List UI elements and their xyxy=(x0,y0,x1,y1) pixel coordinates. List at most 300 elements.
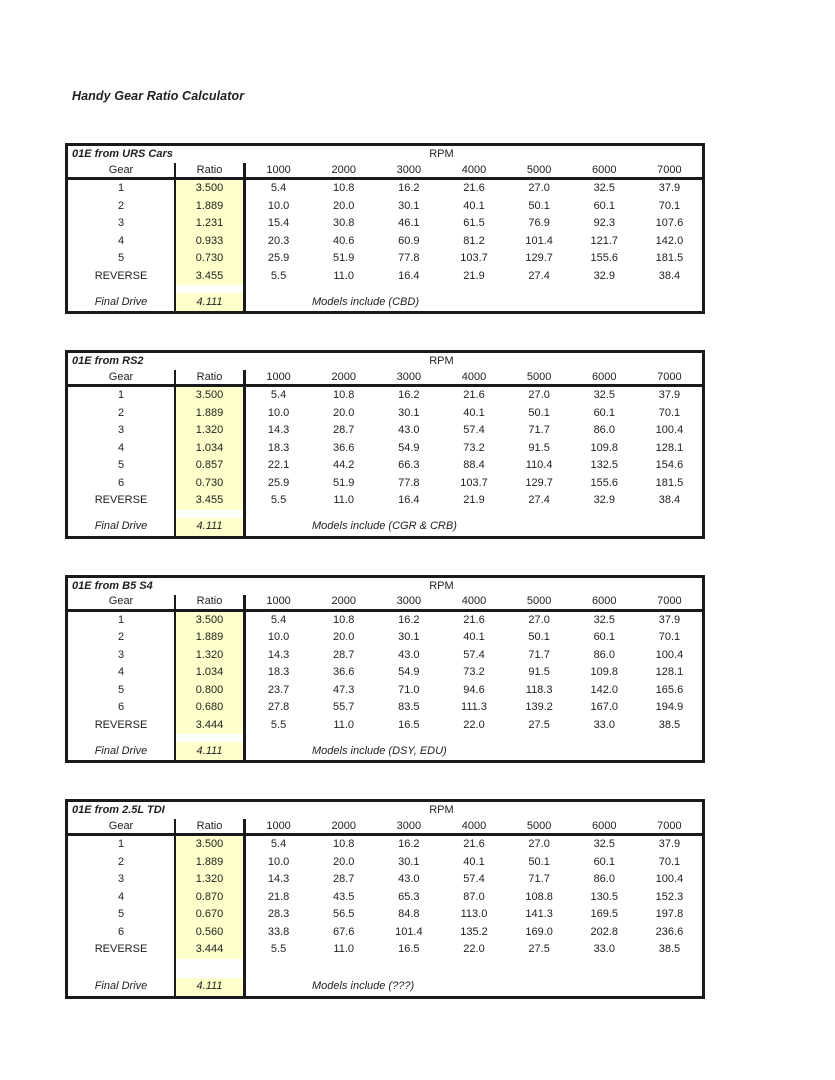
speed-cell: 32.5 xyxy=(593,838,615,851)
gear-cell: 1 xyxy=(68,387,176,405)
final-drive-row xyxy=(68,978,702,996)
speed-cell: 86.0 xyxy=(593,648,615,661)
column-header-rpm: 7000 xyxy=(657,595,682,607)
table-row xyxy=(68,699,702,717)
gear-cell: 3 xyxy=(68,215,176,233)
speed-cell: 103.7 xyxy=(460,252,488,265)
gear-cell: 1 xyxy=(68,180,176,198)
spacer-cell xyxy=(68,285,176,293)
speed-cell: 20.0 xyxy=(333,199,355,212)
speed-cell: 128.1 xyxy=(655,666,684,679)
table-name: 01E from URS Cars xyxy=(72,148,173,160)
speed-cell: 73.2 xyxy=(463,666,485,679)
table-row xyxy=(68,250,702,268)
gear-cell: 3 xyxy=(68,871,176,889)
speed-cell: 118.3 xyxy=(525,683,553,696)
speed-cell: 25.9 xyxy=(267,476,290,489)
ratio-cell: 1.320 xyxy=(176,422,246,440)
speed-cell: 20.0 xyxy=(333,855,355,868)
column-header-rpm: 1000 xyxy=(266,595,291,607)
column-header-gear: Gear xyxy=(68,163,176,177)
table-row xyxy=(68,647,702,665)
table-row xyxy=(68,457,702,475)
final-drive-label: Final Drive xyxy=(68,742,176,760)
column-header-rpm: 7000 xyxy=(657,163,682,176)
speed-cell: 70.1 xyxy=(658,406,681,419)
speed-cell: 5.4 xyxy=(270,838,287,851)
table-row xyxy=(68,198,702,216)
gear-cell: 1 xyxy=(68,836,176,854)
speed-cell: 121.7 xyxy=(590,234,619,247)
table-row xyxy=(68,906,702,924)
speed-cell: 130.5 xyxy=(590,890,619,903)
speed-cell: 169.5 xyxy=(590,908,619,921)
ratio-cell: 1.231 xyxy=(176,215,246,233)
speed-cell: 60.1 xyxy=(593,631,615,644)
spacer-row xyxy=(68,285,702,293)
speed-cell: 94.6 xyxy=(463,683,485,696)
speed-cell: 142.0 xyxy=(590,683,619,696)
speed-cell: 60.1 xyxy=(593,406,615,419)
speed-cell: 21.6 xyxy=(463,613,485,626)
ratio-cell: 3.444 xyxy=(176,941,246,959)
speed-cell: 77.8 xyxy=(398,252,420,265)
table-row xyxy=(68,941,702,959)
speed-cell: 14.3 xyxy=(267,424,290,437)
speed-cell: 197.8 xyxy=(655,908,684,921)
column-header-rpm: 2000 xyxy=(331,819,356,832)
gear-cell: 3 xyxy=(68,647,176,665)
column-header-ratio: Ratio xyxy=(176,370,246,384)
speed-cell: 88.4 xyxy=(463,459,485,472)
gear-cell: 6 xyxy=(68,699,176,717)
speed-cell: 27.4 xyxy=(528,494,550,507)
speed-cell: 30.1 xyxy=(398,631,420,644)
speed-cell: 92.3 xyxy=(593,217,615,230)
speed-cell: 40.1 xyxy=(463,406,485,419)
speed-cell: 5.5 xyxy=(270,494,287,507)
speed-cell: 50.1 xyxy=(528,631,550,644)
speed-cell: 129.7 xyxy=(525,252,553,265)
final-drive-label: Final Drive xyxy=(68,293,176,311)
speed-cell: 46.1 xyxy=(398,217,420,230)
speed-cell: 16.5 xyxy=(398,943,420,956)
models-note: Models include (CGR & CRB) xyxy=(312,520,457,532)
table-row xyxy=(68,717,702,735)
speed-cell: 71.0 xyxy=(398,683,420,696)
speed-cell: 181.5 xyxy=(655,476,684,489)
speed-cell: 16.2 xyxy=(398,613,420,626)
speed-cell: 167.0 xyxy=(590,701,619,714)
speed-cell: 27.5 xyxy=(528,943,550,956)
speed-cell: 38.5 xyxy=(658,943,681,956)
final-drive-row xyxy=(68,293,702,311)
speed-cell: 113.0 xyxy=(460,908,488,921)
column-header-rpm: 6000 xyxy=(592,370,617,383)
speed-cell: 86.0 xyxy=(593,424,615,437)
speed-cell: 91.5 xyxy=(528,666,550,679)
final-drive-row xyxy=(68,518,702,536)
ratio-cell: 1.889 xyxy=(176,198,246,216)
speed-cell: 33.8 xyxy=(267,925,290,938)
speed-cell: 47.3 xyxy=(333,683,355,696)
speed-cell: 43.0 xyxy=(398,424,420,437)
speed-cell: 10.0 xyxy=(267,406,290,419)
gear-ratio-table xyxy=(65,799,705,999)
speed-cell: 11.0 xyxy=(333,269,354,282)
gear-cell: 2 xyxy=(68,198,176,216)
models-note: Models include (DSY, EDU) xyxy=(312,744,447,757)
speed-cell: 5.4 xyxy=(270,613,287,626)
gear-cell: 6 xyxy=(68,924,176,942)
gear-cell: REVERSE xyxy=(68,941,176,959)
speed-cell: 5.5 xyxy=(270,269,287,282)
speed-cell: 109.8 xyxy=(590,441,619,454)
final-drive-value: 4.111 xyxy=(176,293,246,311)
table-row xyxy=(68,854,702,872)
speed-cell: 70.1 xyxy=(658,199,681,212)
speed-cell: 71.7 xyxy=(528,648,550,661)
table-row xyxy=(68,475,702,493)
gear-cell: 4 xyxy=(68,440,176,458)
speed-cell: 30.1 xyxy=(398,855,420,868)
speed-cell: 83.5 xyxy=(398,701,420,714)
column-header-rpm: 5000 xyxy=(526,370,552,383)
speed-cell: 32.5 xyxy=(593,613,615,626)
final-drive-label: Final Drive xyxy=(68,978,176,996)
speed-cell: 22.1 xyxy=(267,459,290,472)
speed-cell: 16.4 xyxy=(398,494,420,507)
speed-cell: 27.5 xyxy=(528,718,550,731)
table-title-row xyxy=(68,578,702,595)
gear-cell: REVERSE xyxy=(68,268,176,286)
speed-cell: 27.0 xyxy=(528,838,550,851)
speed-cell: 51.9 xyxy=(333,252,355,265)
ratio-cell: 0.670 xyxy=(176,906,246,924)
spacer-cell xyxy=(176,285,246,293)
column-header-rpm: 5000 xyxy=(526,163,552,176)
speed-cell: 20.0 xyxy=(333,631,355,644)
column-header-rpm: 5000 xyxy=(526,595,552,607)
table-title-row xyxy=(68,353,702,370)
speed-cell: 14.3 xyxy=(267,648,290,661)
speed-cell: 57.4 xyxy=(463,648,485,661)
speed-cell: 10.8 xyxy=(333,613,355,626)
speed-cell: 202.8 xyxy=(590,925,619,938)
final-drive-row xyxy=(68,742,702,760)
speed-cell: 14.3 xyxy=(267,873,290,886)
table-row xyxy=(68,422,702,440)
gear-cell: 2 xyxy=(68,629,176,647)
speed-cell: 111.3 xyxy=(461,701,487,714)
speed-cell: 16.5 xyxy=(398,718,420,731)
table-row xyxy=(68,268,702,286)
ratio-cell: 3.444 xyxy=(176,717,246,735)
speed-cell: 65.3 xyxy=(398,890,420,903)
ratio-cell: 0.730 xyxy=(176,250,246,268)
table-row xyxy=(68,836,702,854)
tables-container xyxy=(0,143,835,999)
column-header-rpm: 7000 xyxy=(657,819,682,832)
speed-cell: 21.9 xyxy=(463,269,485,282)
gear-cell: 5 xyxy=(68,250,176,268)
speed-cell: 10.0 xyxy=(267,855,290,868)
spacer-cell xyxy=(246,510,702,518)
speed-cell: 103.7 xyxy=(460,476,488,489)
speed-cell: 32.5 xyxy=(593,182,615,195)
speed-cell: 11.0 xyxy=(333,718,354,731)
speed-cell: 16.2 xyxy=(398,838,420,851)
speed-cell: 135.2 xyxy=(460,925,488,938)
speed-cell: 50.1 xyxy=(528,406,550,419)
column-header-rpm: 6000 xyxy=(592,163,617,176)
table-row xyxy=(68,612,702,630)
ratio-cell: 3.500 xyxy=(176,836,246,854)
spacer-row xyxy=(68,734,702,742)
ratio-cell: 0.870 xyxy=(176,889,246,907)
speed-cell: 109.8 xyxy=(590,666,619,679)
column-header-rpm: 1000 xyxy=(266,819,291,832)
gear-cell: REVERSE xyxy=(68,492,176,510)
speed-cell: 181.5 xyxy=(655,252,684,265)
speed-cell: 5.5 xyxy=(270,718,287,731)
table-row xyxy=(68,629,702,647)
speed-cell: 27.4 xyxy=(528,269,550,282)
column-header-rpm: 1000 xyxy=(266,163,291,176)
speed-cell: 110.4 xyxy=(525,459,553,472)
speed-cell: 40.6 xyxy=(333,234,355,247)
speed-cell: 54.9 xyxy=(398,666,420,679)
column-header-rpm: 2000 xyxy=(331,370,356,383)
ratio-cell: 1.034 xyxy=(176,440,246,458)
speed-cell: 142.0 xyxy=(655,234,684,247)
speed-cell: 30.1 xyxy=(398,406,420,419)
speed-cell: 38.5 xyxy=(658,718,681,731)
table-row xyxy=(68,889,702,907)
gear-ratio-table xyxy=(65,350,705,539)
table-name: 01E from B5 S4 xyxy=(72,579,153,592)
gear-cell: 4 xyxy=(68,664,176,682)
table-name: 01E from 2.5L TDI xyxy=(72,804,165,816)
spacer-cell xyxy=(176,510,246,518)
column-header-rpm: 3000 xyxy=(396,819,422,832)
speed-cell: 60.1 xyxy=(593,855,615,868)
ratio-cell: 0.680 xyxy=(176,699,246,717)
table-row xyxy=(68,405,702,423)
speed-cell: 28.7 xyxy=(333,648,355,661)
spacer-cell xyxy=(176,959,246,978)
speed-cell: 27.0 xyxy=(528,613,550,626)
speed-cell: 81.2 xyxy=(463,234,485,247)
table-row xyxy=(68,215,702,233)
speed-cell: 100.4 xyxy=(655,424,684,437)
speed-cell: 21.6 xyxy=(463,838,485,851)
table-title-row xyxy=(68,146,702,163)
speed-cell: 37.9 xyxy=(658,838,681,851)
column-header-ratio: Ratio xyxy=(176,819,246,833)
speed-cell: 100.4 xyxy=(655,873,684,886)
table-header-row xyxy=(68,370,702,387)
speed-cell: 141.3 xyxy=(525,908,553,921)
column-header-gear: Gear xyxy=(68,595,176,609)
speed-cell: 11.0 xyxy=(333,943,354,956)
speed-cell: 73.2 xyxy=(463,441,485,454)
gear-cell: 5 xyxy=(68,457,176,475)
speed-cell: 57.4 xyxy=(463,424,485,437)
gear-cell: 4 xyxy=(68,233,176,251)
column-header-rpm: 4000 xyxy=(461,819,487,832)
table-row xyxy=(68,492,702,510)
column-header-ratio: Ratio xyxy=(176,163,246,177)
column-header-rpm: 2000 xyxy=(331,595,356,607)
speed-cell: 28.3 xyxy=(267,908,290,921)
rpm-label: RPM xyxy=(429,148,454,160)
speed-cell: 21.6 xyxy=(463,182,485,195)
column-header-rpm: 4000 xyxy=(461,595,487,607)
speed-cell: 71.7 xyxy=(528,873,550,886)
column-header-rpm: 3000 xyxy=(396,163,422,176)
speed-cell: 18.3 xyxy=(267,441,290,454)
gear-cell: 5 xyxy=(68,682,176,700)
ratio-cell: 1.034 xyxy=(176,664,246,682)
spacer-row xyxy=(68,510,702,518)
speed-cell: 30.1 xyxy=(398,199,420,212)
speed-cell: 169.0 xyxy=(525,925,553,938)
spacer-cell xyxy=(246,285,702,293)
spacer-cell xyxy=(246,959,702,978)
speed-cell: 32.9 xyxy=(593,494,615,507)
speed-cell: 10.0 xyxy=(267,199,290,212)
speed-cell: 10.0 xyxy=(267,631,290,644)
ratio-cell: 1.889 xyxy=(176,629,246,647)
table-row xyxy=(68,664,702,682)
speed-cell: 18.3 xyxy=(267,666,290,679)
column-header-rpm: 5000 xyxy=(526,819,552,832)
spacer-cell xyxy=(246,734,702,742)
speed-cell: 43.0 xyxy=(398,648,420,661)
speed-cell: 16.2 xyxy=(398,182,420,195)
speed-cell: 37.9 xyxy=(658,182,681,195)
ratio-cell: 1.320 xyxy=(176,647,246,665)
speed-cell: 32.5 xyxy=(593,389,615,402)
speed-cell: 23.7 xyxy=(267,683,290,696)
speed-cell: 129.7 xyxy=(525,476,553,489)
rpm-label: RPM xyxy=(429,579,454,592)
spacer-cell xyxy=(68,734,176,742)
speed-cell: 152.3 xyxy=(655,890,684,903)
ratio-cell: 0.857 xyxy=(176,457,246,475)
ratio-cell: 1.889 xyxy=(176,854,246,872)
speed-cell: 87.0 xyxy=(463,890,485,903)
speed-cell: 128.1 xyxy=(655,441,684,454)
speed-cell: 27.8 xyxy=(267,701,290,714)
gear-cell: REVERSE xyxy=(68,717,176,735)
speed-cell: 54.9 xyxy=(398,441,420,454)
final-drive-label: Final Drive xyxy=(68,518,176,536)
spacer-row xyxy=(68,959,702,978)
speed-cell: 50.1 xyxy=(528,199,550,212)
speed-cell: 10.8 xyxy=(333,838,355,851)
speed-cell: 194.9 xyxy=(655,701,684,714)
ratio-cell: 3.500 xyxy=(176,180,246,198)
speed-cell: 60.1 xyxy=(593,199,615,212)
ratio-cell: 3.500 xyxy=(176,612,246,630)
column-header-rpm: 1000 xyxy=(266,370,291,383)
speed-cell: 43.0 xyxy=(398,873,420,886)
speed-cell: 107.6 xyxy=(655,217,684,230)
speed-cell: 155.6 xyxy=(590,476,619,489)
gear-cell: 6 xyxy=(68,475,176,493)
speed-cell: 51.9 xyxy=(333,476,355,489)
table-row xyxy=(68,387,702,405)
speed-cell: 154.6 xyxy=(655,459,684,472)
speed-cell: 28.7 xyxy=(333,424,355,437)
page-title: Handy Gear Ratio Calculator xyxy=(72,89,245,103)
column-header-ratio: Ratio xyxy=(176,595,246,609)
speed-cell: 5.4 xyxy=(270,389,287,402)
speed-cell: 36.6 xyxy=(333,666,355,679)
table-header-row xyxy=(68,163,702,180)
speed-cell: 33.0 xyxy=(593,718,615,731)
ratio-cell: 0.800 xyxy=(176,682,246,700)
speed-cell: 165.6 xyxy=(655,683,684,696)
speed-cell: 76.9 xyxy=(528,217,550,230)
speed-cell: 132.5 xyxy=(590,459,619,472)
column-header-rpm: 3000 xyxy=(396,595,422,607)
speed-cell: 66.3 xyxy=(398,459,420,472)
column-header-rpm: 2000 xyxy=(331,163,356,176)
spacer-cell xyxy=(68,959,176,978)
speed-cell: 61.5 xyxy=(463,217,485,230)
table-title-row xyxy=(68,802,702,819)
gear-cell: 2 xyxy=(68,405,176,423)
models-note: Models include (???) xyxy=(312,980,415,992)
speed-cell: 38.4 xyxy=(658,269,681,282)
ratio-cell: 0.933 xyxy=(176,233,246,251)
speed-cell: 32.9 xyxy=(593,269,615,282)
column-header-rpm: 6000 xyxy=(592,595,617,607)
column-header-gear: Gear xyxy=(68,370,176,384)
gear-ratio-table xyxy=(65,575,705,764)
spacer-cell xyxy=(68,510,176,518)
speed-cell: 57.4 xyxy=(463,873,485,886)
spacer-cell xyxy=(176,734,246,742)
table-header-row xyxy=(68,595,702,612)
speed-cell: 236.6 xyxy=(655,925,684,938)
speed-cell: 67.6 xyxy=(333,925,355,938)
column-header-rpm: 6000 xyxy=(592,819,617,832)
gear-cell: 5 xyxy=(68,906,176,924)
table-row xyxy=(68,924,702,942)
speed-cell: 43.5 xyxy=(333,890,355,903)
speed-cell: 60.9 xyxy=(398,234,420,247)
speed-cell: 139.2 xyxy=(525,701,553,714)
column-header-rpm: 7000 xyxy=(657,370,682,383)
speed-cell: 20.0 xyxy=(333,406,355,419)
speed-cell: 50.1 xyxy=(528,855,550,868)
table-row xyxy=(68,180,702,198)
gear-cell: 2 xyxy=(68,854,176,872)
table-row xyxy=(68,440,702,458)
speed-cell: 21.9 xyxy=(463,494,485,507)
speed-cell: 16.2 xyxy=(398,389,420,402)
speed-cell: 16.4 xyxy=(398,269,420,282)
speed-cell: 40.1 xyxy=(463,855,485,868)
speed-cell: 10.8 xyxy=(333,182,355,195)
speed-cell: 21.8 xyxy=(267,890,290,903)
gear-cell: 4 xyxy=(68,889,176,907)
speed-cell: 37.9 xyxy=(658,613,681,626)
